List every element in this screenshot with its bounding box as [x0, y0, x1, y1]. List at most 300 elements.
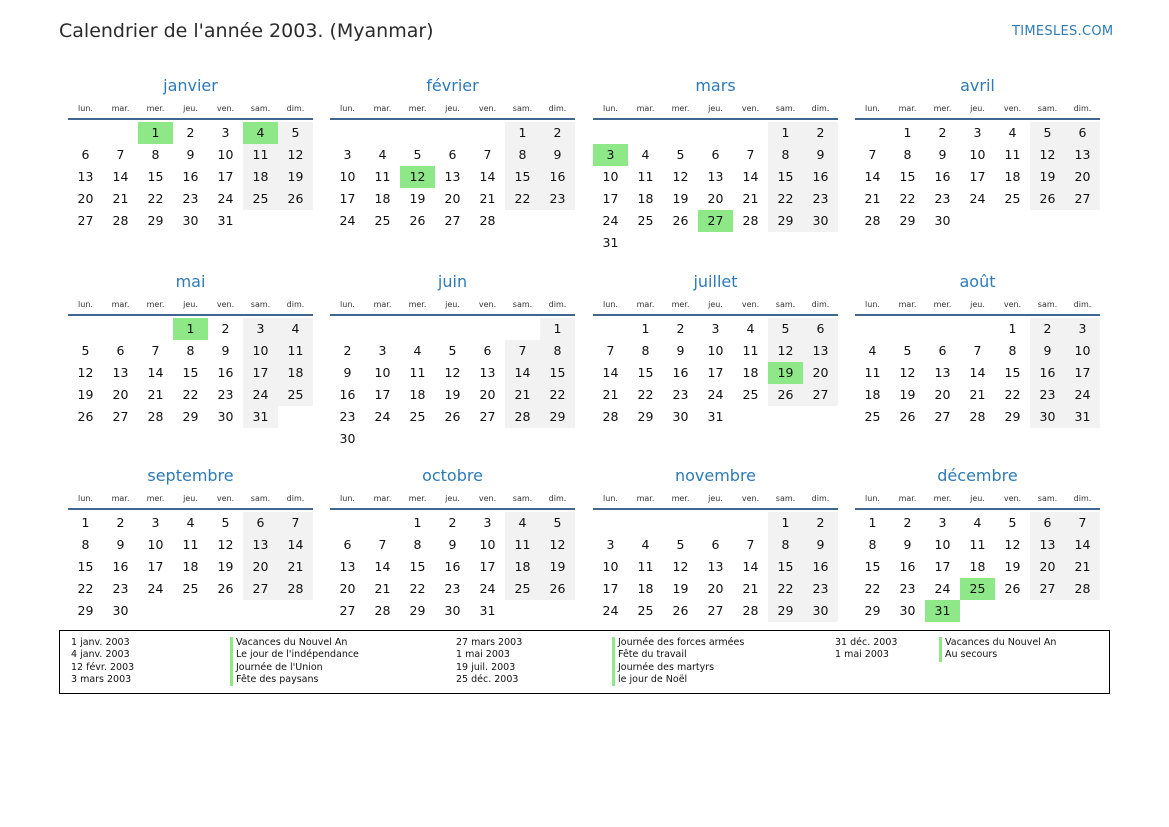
weekday-label: jeu.: [708, 299, 723, 309]
day-cell: 22: [899, 191, 916, 206]
month-name: mars: [695, 76, 736, 95]
empty-day-cell: [855, 318, 890, 340]
day-cell: 16: [1030, 362, 1065, 384]
day-cell: 26: [77, 409, 94, 424]
weekday-label: ven.: [478, 299, 497, 309]
week-row: [593, 232, 838, 254]
day-cell: 4: [413, 343, 422, 358]
day-cell: 12: [899, 365, 916, 380]
day-cell: 21: [602, 387, 619, 402]
holiday-day-cell: 31: [925, 600, 960, 622]
day-cell: 16: [112, 559, 129, 574]
month-mars: [593, 74, 838, 254]
day-cell: 13: [803, 340, 838, 362]
weekday-header: [68, 294, 313, 316]
day-cell: 8: [868, 537, 877, 552]
week-row: [855, 534, 1100, 556]
legend-holiday-name: Journée des forces armées: [612, 637, 744, 649]
week-row: [68, 600, 313, 622]
day-cell: 1: [505, 122, 540, 144]
day-cell: 31: [1065, 406, 1100, 428]
empty-day-cell: [628, 232, 663, 254]
day-cell: 30: [182, 213, 199, 228]
day-cell: 26: [540, 578, 575, 600]
weekday-label: lun.: [865, 103, 880, 113]
day-cell: 22: [1004, 387, 1021, 402]
day-cell: 24: [1065, 384, 1100, 406]
day-cell: 27: [934, 409, 951, 424]
legend-date: 1 mai 2003: [835, 649, 889, 661]
day-cell: 16: [444, 559, 461, 574]
day-cell: 9: [343, 365, 352, 380]
holiday-day-cell: 4: [243, 122, 278, 144]
day-cell: 20: [243, 556, 278, 578]
weekday-label: ven.: [741, 493, 760, 503]
weekday-label: jeu.: [183, 299, 198, 309]
weekday-label: sam.: [1037, 299, 1058, 309]
empty-day-cell: [960, 600, 995, 622]
weekday-label: jeu.: [183, 493, 198, 503]
weekday-label: dim.: [286, 493, 305, 503]
empty-day-cell: [470, 122, 505, 144]
week-row: [593, 210, 838, 232]
holiday-day-cell: 1: [138, 122, 173, 144]
day-cell: 8: [768, 534, 803, 556]
empty-day-cell: [365, 512, 400, 534]
legend-holiday-name: Journée de l'Union: [230, 662, 359, 674]
day-cell: 3: [606, 537, 615, 552]
month-name: juillet: [693, 272, 738, 291]
day-cell: 5: [1030, 122, 1065, 144]
empty-day-cell: [995, 600, 1030, 622]
day-cell: 30: [934, 213, 951, 228]
day-cell: 22: [864, 581, 881, 596]
day-cell: 4: [973, 515, 982, 530]
day-cell: 5: [221, 515, 230, 530]
weekday-header: [593, 294, 838, 316]
day-cell: 13: [1030, 534, 1065, 556]
empty-day-cell: [400, 318, 435, 340]
day-cell: 24: [243, 384, 278, 406]
week-row: [68, 188, 313, 210]
day-cell: 13: [339, 559, 356, 574]
day-cell: 9: [803, 144, 838, 166]
day-cell: 9: [186, 147, 195, 162]
day-cell: 4: [641, 147, 650, 162]
day-cell: 2: [186, 125, 195, 140]
day-cell: 29: [637, 409, 654, 424]
day-cell: 8: [81, 537, 90, 552]
legend-date: 25 déc. 2003: [456, 673, 519, 685]
weekday-label: mar.: [373, 493, 392, 503]
day-cell: 15: [147, 169, 164, 184]
day-cell: 24: [707, 387, 724, 402]
day-cell: 16: [182, 169, 199, 184]
day-cell: 9: [903, 537, 912, 552]
empty-day-cell: [330, 512, 365, 534]
weekday-label: dim.: [811, 299, 830, 309]
day-cell: 22: [505, 188, 540, 210]
day-cell: 27: [243, 578, 278, 600]
day-cell: 8: [413, 537, 422, 552]
legend-date: 12 févr. 2003: [71, 661, 135, 673]
day-cell: 13: [112, 365, 129, 380]
week-row: [68, 362, 313, 384]
weekday-label: jeu.: [970, 299, 985, 309]
week-row: [855, 340, 1100, 362]
day-cell: 26: [444, 409, 461, 424]
day-cell: 5: [1008, 515, 1017, 530]
day-cell: 18: [637, 191, 654, 206]
day-cell: 8: [641, 343, 650, 358]
day-cell: 11: [637, 559, 654, 574]
weekday-label: lun.: [603, 493, 618, 503]
legend-holiday-name: le jour de Noël: [612, 674, 744, 686]
day-cell: 23: [540, 188, 575, 210]
day-cell: 27: [444, 213, 461, 228]
week-row: [68, 512, 313, 534]
day-cell: 7: [505, 340, 540, 362]
week-row: [593, 384, 838, 406]
day-cell: 21: [1065, 556, 1100, 578]
empty-day-cell: [278, 406, 313, 428]
day-cell: 24: [934, 581, 951, 596]
day-cell: 22: [147, 191, 164, 206]
day-cell: 24: [339, 213, 356, 228]
day-cell: 1: [81, 515, 90, 530]
day-cell: 19: [77, 387, 94, 402]
weekday-label: dim.: [548, 299, 567, 309]
holiday-day-cell: 25: [960, 578, 995, 600]
weekday-label: lun.: [78, 493, 93, 503]
day-cell: 7: [746, 537, 755, 552]
holiday-day-cell: 27: [698, 210, 733, 232]
day-cell: 12: [77, 365, 94, 380]
month-name: octobre: [422, 466, 483, 485]
empty-day-cell: [960, 210, 995, 232]
empty-day-cell: [365, 318, 400, 340]
empty-day-cell: [173, 600, 208, 622]
day-cell: 9: [676, 343, 685, 358]
empty-day-cell: [208, 600, 243, 622]
weekday-label: mer.: [671, 299, 690, 309]
empty-day-cell: [365, 122, 400, 144]
week-row: [68, 406, 313, 428]
day-cell: 25: [637, 603, 654, 618]
weekday-label: mar.: [111, 493, 130, 503]
month-septembre: [68, 464, 313, 622]
week-row: [855, 578, 1100, 600]
day-cell: 27: [1030, 578, 1065, 600]
weekday-label: lun.: [603, 299, 618, 309]
day-cell: 25: [243, 188, 278, 210]
day-cell: 29: [540, 406, 575, 428]
day-cell: 3: [221, 125, 230, 140]
brand-link[interactable]: TIMESLES.COM: [1012, 24, 1114, 39]
day-cell: 6: [711, 537, 720, 552]
day-cell: 7: [278, 512, 313, 534]
weekday-label: mar.: [111, 299, 130, 309]
weekday-header: [330, 294, 575, 316]
day-cell: 29: [409, 603, 426, 618]
week-row: [855, 406, 1100, 428]
day-cell: 6: [1030, 512, 1065, 534]
day-cell: 12: [278, 144, 313, 166]
day-cell: 30: [1030, 406, 1065, 428]
day-cell: 4: [746, 321, 755, 336]
legend-date: 19 juil. 2003: [456, 661, 516, 673]
weekday-label: dim.: [286, 299, 305, 309]
day-cell: 6: [116, 343, 125, 358]
day-cell: 21: [479, 191, 496, 206]
day-cell: 2: [116, 515, 125, 530]
day-cell: 2: [448, 515, 457, 530]
day-cell: 8: [540, 340, 575, 362]
day-cell: 11: [278, 340, 313, 362]
day-cell: 9: [938, 147, 947, 162]
empty-day-cell: [628, 512, 663, 534]
month-avril: [855, 74, 1100, 232]
empty-day-cell: [400, 122, 435, 144]
day-cell: 11: [243, 144, 278, 166]
day-cell: 21: [112, 191, 129, 206]
day-cell: 6: [483, 343, 492, 358]
day-cell: 14: [278, 534, 313, 556]
day-cell: 7: [1065, 512, 1100, 534]
day-cell: 25: [374, 213, 391, 228]
day-cell: 21: [969, 387, 986, 402]
week-row: [855, 600, 1100, 622]
day-cell: 31: [243, 406, 278, 428]
day-cell: 27: [1065, 188, 1100, 210]
day-cell: 3: [378, 343, 387, 358]
day-cell: 8: [1008, 343, 1017, 358]
day-cell: 10: [1065, 340, 1100, 362]
day-cell: 28: [602, 409, 619, 424]
day-cell: 13: [1065, 144, 1100, 166]
day-cell: 29: [864, 603, 881, 618]
weekday-label: sam.: [1037, 493, 1058, 503]
weekday-label: ven.: [1003, 299, 1022, 309]
day-cell: 20: [1065, 166, 1100, 188]
empty-day-cell: [243, 600, 278, 622]
day-cell: 9: [448, 537, 457, 552]
day-cell: 26: [1030, 188, 1065, 210]
weekday-label: ven.: [1003, 103, 1022, 113]
weekday-label: mar.: [636, 103, 655, 113]
day-cell: 15: [637, 365, 654, 380]
day-cell: 11: [637, 169, 654, 184]
day-cell: 19: [409, 191, 426, 206]
day-cell: 14: [969, 365, 986, 380]
day-cell: 19: [278, 166, 313, 188]
legend-names-col-1: [230, 637, 359, 686]
empty-day-cell: [628, 122, 663, 144]
week-row: [330, 122, 575, 144]
week-row: [68, 578, 313, 600]
day-cell: 20: [444, 191, 461, 206]
day-cell: 1: [768, 122, 803, 144]
day-cell: 9: [221, 343, 230, 358]
day-cell: 25: [278, 384, 313, 406]
day-cell: 3: [711, 321, 720, 336]
day-cell: 19: [899, 387, 916, 402]
day-cell: 28: [742, 213, 759, 228]
empty-day-cell: [768, 232, 803, 254]
legend-holiday-name: Le jour de l'indépendance: [230, 649, 359, 661]
weekday-label: ven.: [478, 493, 497, 503]
weekday-label: jeu.: [708, 103, 723, 113]
day-cell: 31: [479, 603, 496, 618]
day-cell: 17: [479, 559, 496, 574]
day-cell: 5: [448, 343, 457, 358]
weekday-header: [593, 488, 838, 510]
day-cell: 19: [1030, 166, 1065, 188]
day-cell: 6: [243, 512, 278, 534]
week-row: [593, 556, 838, 578]
day-cell: 14: [1065, 534, 1100, 556]
empty-day-cell: [995, 210, 1030, 232]
day-cell: 2: [221, 321, 230, 336]
weekday-label: mar.: [898, 103, 917, 113]
day-cell: 29: [899, 213, 916, 228]
week-row: [330, 144, 575, 166]
day-cell: 3: [483, 515, 492, 530]
week-row: [593, 122, 838, 144]
day-cell: 1: [413, 515, 422, 530]
day-cell: 22: [768, 578, 803, 600]
month-octobre: [330, 464, 575, 622]
empty-day-cell: [960, 318, 995, 340]
day-cell: 26: [278, 188, 313, 210]
weekday-label: lun.: [865, 299, 880, 309]
day-cell: 24: [602, 603, 619, 618]
day-cell: 23: [803, 578, 838, 600]
day-cell: 19: [1004, 559, 1021, 574]
day-cell: 25: [864, 409, 881, 424]
weekday-label: ven.: [1003, 493, 1022, 503]
week-row: [855, 384, 1100, 406]
legend-date: 27 mars 2003: [456, 637, 523, 648]
empty-day-cell: [733, 406, 768, 428]
day-cell: 21: [864, 191, 881, 206]
day-cell: 7: [483, 147, 492, 162]
week-row: [593, 512, 838, 534]
week-row: [330, 166, 575, 188]
empty-day-cell: [470, 318, 505, 340]
empty-day-cell: [925, 318, 960, 340]
weekday-label: lun.: [340, 103, 355, 113]
day-cell: 14: [147, 365, 164, 380]
weekday-label: lun.: [603, 103, 618, 113]
day-cell: 4: [1008, 125, 1017, 140]
day-cell: 6: [448, 147, 457, 162]
day-cell: 18: [637, 581, 654, 596]
day-cell: 28: [112, 213, 129, 228]
legend-names-col-3: [939, 637, 1056, 662]
weekday-label: mar.: [636, 493, 655, 503]
week-row: [593, 318, 838, 340]
day-cell: 15: [77, 559, 94, 574]
day-cell: 26: [409, 213, 426, 228]
day-cell: 14: [602, 365, 619, 380]
week-row: [855, 362, 1100, 384]
empty-day-cell: [890, 318, 925, 340]
day-cell: 25: [182, 581, 199, 596]
day-cell: 11: [742, 343, 759, 358]
week-row: [68, 122, 313, 144]
day-cell: 17: [374, 387, 391, 402]
day-cell: 23: [182, 191, 199, 206]
weekday-label: mer.: [146, 299, 165, 309]
day-cell: 20: [112, 387, 129, 402]
day-cell: 14: [479, 169, 496, 184]
weekday-label: jeu.: [970, 493, 985, 503]
day-cell: 15: [1004, 365, 1021, 380]
holiday-day-cell: 12: [400, 166, 435, 188]
day-cell: 19: [217, 559, 234, 574]
day-cell: 29: [182, 409, 199, 424]
day-cell: 16: [934, 169, 951, 184]
day-cell: 17: [602, 581, 619, 596]
day-cell: 14: [112, 169, 129, 184]
week-row: [593, 578, 838, 600]
week-row: [68, 210, 313, 232]
empty-day-cell: [768, 406, 803, 428]
day-cell: 13: [444, 169, 461, 184]
day-cell: 17: [934, 559, 951, 574]
week-row: [68, 534, 313, 556]
empty-day-cell: [435, 428, 470, 450]
weekday-label: dim.: [548, 103, 567, 113]
day-cell: 18: [969, 559, 986, 574]
day-cell: 10: [479, 537, 496, 552]
day-cell: 25: [637, 213, 654, 228]
empty-day-cell: [1030, 600, 1065, 622]
day-cell: 11: [374, 169, 391, 184]
day-cell: 15: [505, 166, 540, 188]
week-row: [68, 384, 313, 406]
empty-day-cell: [540, 600, 575, 622]
legend-holiday-name: Fête des paysans: [230, 674, 359, 686]
day-cell: 12: [444, 365, 461, 380]
month-name: janvier: [163, 76, 218, 95]
day-cell: 19: [672, 191, 689, 206]
week-row: [330, 384, 575, 406]
day-cell: 24: [479, 581, 496, 596]
month-novembre: [593, 464, 838, 622]
day-cell: 11: [1004, 147, 1021, 162]
day-cell: 6: [343, 537, 352, 552]
week-row: [330, 406, 575, 428]
day-cell: 4: [641, 537, 650, 552]
page-title: Calendrier de l'année 2003. (Myanmar): [59, 20, 434, 42]
day-cell: 30: [803, 600, 838, 622]
day-cell: 10: [243, 340, 278, 362]
week-row: [330, 600, 575, 622]
day-cell: 3: [1065, 318, 1100, 340]
day-cell: 20: [707, 581, 724, 596]
day-cell: 22: [77, 581, 94, 596]
day-cell: 11: [969, 537, 986, 552]
day-cell: 18: [182, 559, 199, 574]
day-cell: 27: [479, 409, 496, 424]
day-cell: 5: [540, 512, 575, 534]
day-cell: 5: [413, 147, 422, 162]
day-cell: 10: [602, 169, 619, 184]
day-cell: 29: [147, 213, 164, 228]
weekday-label: ven.: [741, 299, 760, 309]
